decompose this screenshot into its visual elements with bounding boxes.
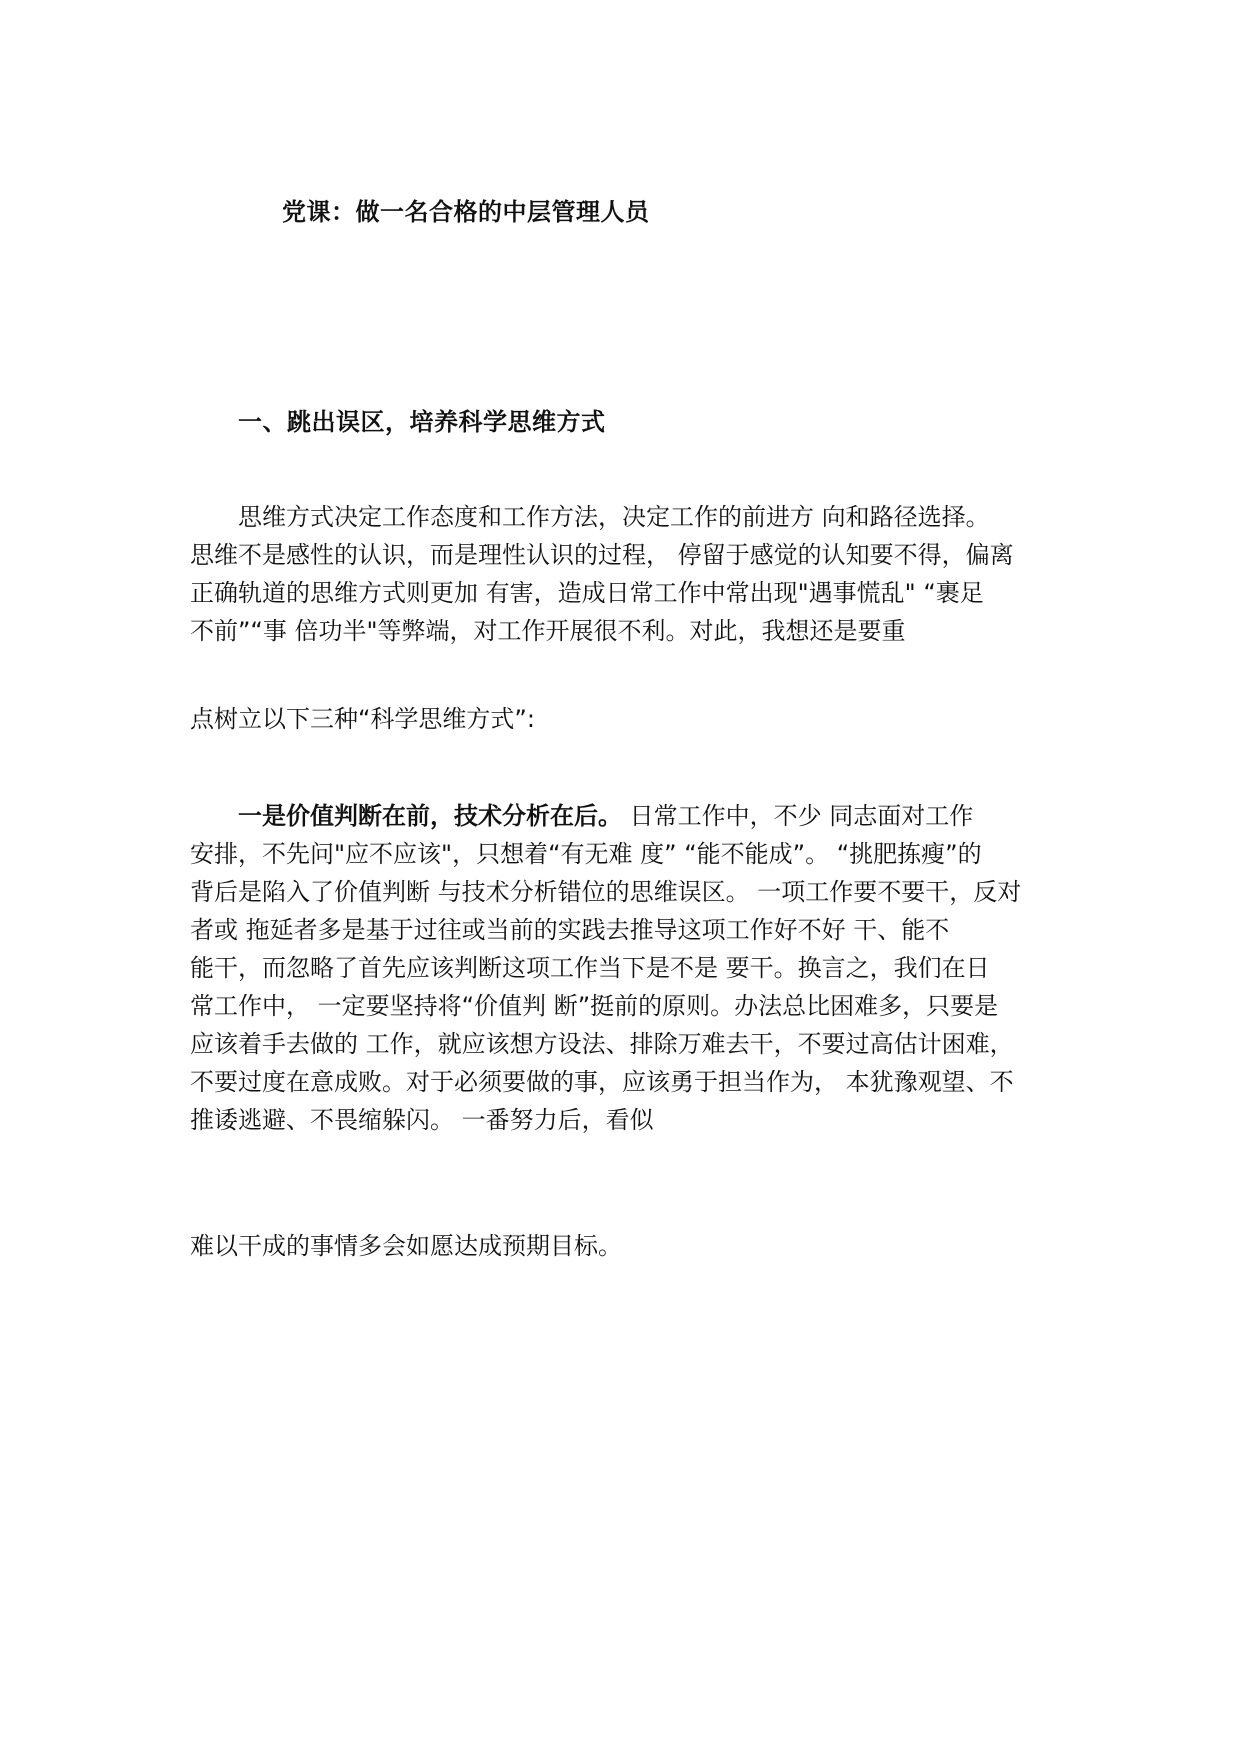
paragraph-2	[190, 797, 1070, 1139]
paragraph-1-line: 正确轨道的思维方式则更加 有害，造成日常工作中常出现"遇事慌乱" “裹足	[190, 579, 984, 607]
paragraph-2-tail-line: 难以干成的事情多会如愿达成预期目标。	[190, 1232, 622, 1260]
paragraph-1	[190, 498, 1070, 650]
paragraph-2-tail	[190, 1227, 1070, 1265]
paragraph-2-line: 安排，不先问"应不应该"，只想着“有无难 度” “能不能成”。 “挑肥拣瘦”的	[190, 840, 982, 868]
paragraph-1-line: 思维不是感性的认识，而是理性认识的过程， 停留于感觉的认知要不得，偏离	[190, 541, 1014, 569]
paragraph-1-line: 思维方式决定工作态度和工作方法，决定工作的前进方 向和路径选择。	[238, 503, 990, 531]
paragraph-2-line: 应该着手去做的 工作，就应该想方设法、排除万难去干，不要过高估计困难，	[190, 1030, 1014, 1058]
paragraph-2-line: 不要过度在意成败。对于必须要做的事，应该勇于担当作为， 本犹豫观望、不	[190, 1068, 1014, 1096]
paragraph-2-line: 能干，而忽略了首先应该判断这项工作当下是不是 要干。换言之，我们在日	[190, 954, 990, 982]
paragraph-2-lead: 一是价值判断在前，技术分析在后。	[238, 802, 622, 830]
document-title: 党课：做一名合格的中层管理人员	[282, 198, 650, 226]
paragraph-1-tail-line: 点树立以下三种“科学思维方式”:	[190, 705, 535, 733]
paragraph-1-tail	[190, 700, 1070, 738]
paragraph-1-line: 不前”“事 倍功半"等弊端，对工作开展很不利。对此，我想还是要重	[190, 617, 906, 645]
paragraph-2-first-line-rest: 日常工作中，不少 同志面对工作	[622, 802, 974, 830]
paragraph-2-first-line	[190, 797, 1070, 835]
paragraph-2-line: 常工作中， 一定要坚持将“价值判 断”挺前的原则。办法总比困难多，只要是	[190, 992, 999, 1020]
paragraph-2-line: 背后是陷入了价值判断 与技术分析错位的思维误区。 一项工作要不要干，反对	[190, 878, 1022, 906]
paragraph-2-line: 推诿逃避、不畏缩躲闪。 一番努力后，看似	[190, 1106, 654, 1134]
section-heading: 一、跳出误区，培养科学思维方式	[238, 408, 606, 436]
paragraph-2-line: 者或 拖延者多是基于过往或当前的实践去推导这项工作好不好 干、能不	[190, 916, 950, 944]
